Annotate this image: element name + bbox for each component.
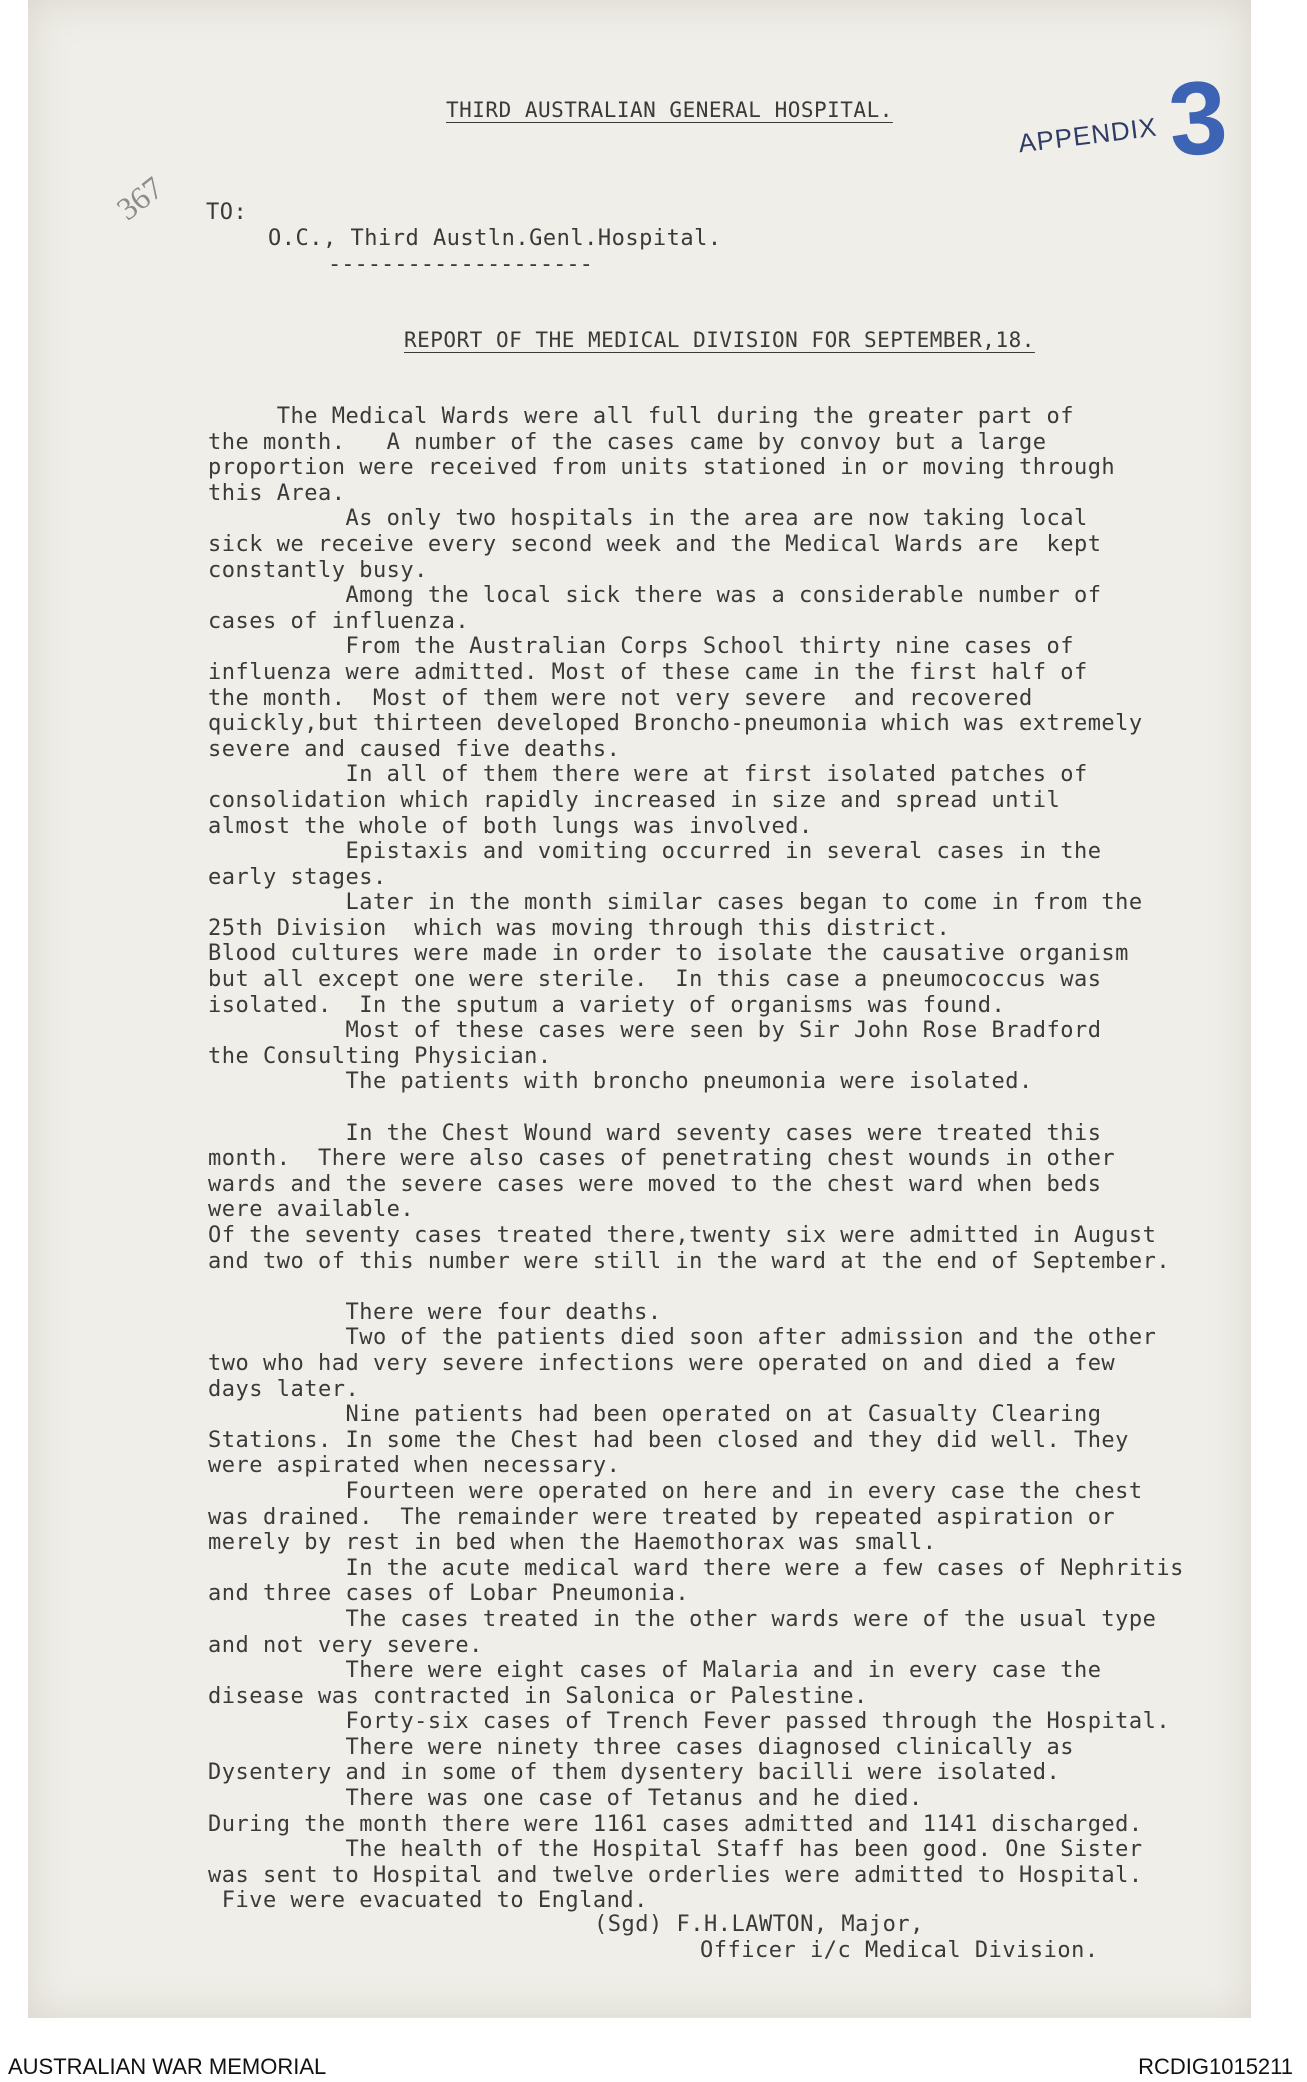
report-line: Blood cultures were made in order to isolate the causative organism — [208, 941, 1129, 967]
report-line — [208, 1274, 1268, 1300]
report-line: were available. — [208, 1197, 415, 1223]
report-line: almost the whole of both lungs was involved. — [208, 813, 813, 839]
report-line: As only two hospitals in the area are now taking local — [208, 506, 1088, 532]
signature-title: Officer i/c Medical Division. — [700, 1938, 1099, 1963]
report-line: Nine patients had been operated on at Casualty Clearing — [208, 1402, 1102, 1428]
report-line: days later. — [208, 1376, 360, 1402]
report-line: The health of the Hospital Staff has been good. One Sister — [208, 1837, 1143, 1863]
report-line: Fourteen were operated on here and in every case the chest — [208, 1478, 1143, 1504]
report-line: During the month there were 1161 cases admitted and 1141 discharged. — [208, 1811, 1143, 1837]
footer-institution: AUSTRALIAN WAR MEMORIAL — [8, 2054, 327, 2079]
address-divider: -------------------- — [328, 252, 593, 277]
report-line: 25th Division which was moving through this district. — [208, 915, 951, 941]
report-line — [208, 1095, 1268, 1121]
report-line: In the acute medical ward there were a few cases of Nephritis — [208, 1555, 1184, 1581]
appendix-label: APPENDIX — [1016, 111, 1159, 159]
report-line: severe and caused five deaths. — [208, 736, 621, 762]
report-line: was drained. The remainder were treated by repeated aspiration or — [208, 1504, 1116, 1530]
report-line: Epistaxis and vomiting occurred in several cases in the — [208, 839, 1102, 865]
address-recipient: O.C., Third Austln.Genl.Hospital. — [268, 226, 722, 251]
report-line: Of the seventy cases treated there,twenty six were admitted in August — [208, 1223, 1157, 1248]
report-line: proportion were received from units stationed in or moving through — [208, 455, 1116, 481]
report-line: There were four deaths. — [208, 1299, 662, 1325]
report-line: Among the local sick there was a considerable number of — [208, 583, 1102, 609]
report-line: the month. A number of the cases came by convoy but a large — [208, 429, 1047, 455]
report-line: Two of the patients died soon after admission and the other — [208, 1325, 1157, 1351]
report-line: quickly,but thirteen developed Broncho-pneumonia which was extremely — [208, 711, 1143, 737]
report-line: and three cases of Lobar Pneumonia. — [208, 1581, 690, 1607]
report-line: Stations. In some the Chest had been closed and they did well. They — [208, 1427, 1129, 1453]
report-line: two who had very severe infections were operated on and died a few — [208, 1350, 1116, 1376]
report-line: There was one case of Tetanus and he died. — [208, 1786, 923, 1812]
document-title: THIRD AUSTRALIAN GENERAL HOSPITAL. — [446, 98, 893, 122]
report-line: and not very severe. — [208, 1632, 483, 1658]
report-line: constantly busy. — [208, 557, 428, 583]
report-line: There were eight cases of Malaria and in every case the — [208, 1658, 1102, 1684]
handwritten-page-number: 367 — [109, 169, 170, 228]
report-line: were aspirated when necessary. — [208, 1453, 621, 1479]
report-line: Forty-six cases of Trench Fever passed through the Hospital. — [208, 1709, 1171, 1735]
report-subject: REPORT OF THE MEDICAL DIVISION FOR SEPTEMBER,18. — [404, 328, 1035, 352]
report-body — [208, 404, 1268, 1914]
document-page — [28, 0, 1251, 2018]
report-line: sick we receive every second week and the Medical Wards are kept — [208, 531, 1102, 557]
report-line: Dysentery and in some of them dysentery bacilli were isolated. — [208, 1760, 1061, 1786]
report-line: In the Chest Wound ward seventy cases were treated this — [208, 1120, 1102, 1146]
report-line: the Consulting Physician. — [208, 1043, 552, 1069]
report-line: cases of influenza. — [208, 608, 470, 634]
report-line: The patients with broncho pneumonia were isolated. — [208, 1069, 1033, 1095]
footer-record-id: RCDIG1015211 — [1138, 2054, 1293, 2079]
address-to-label: TO: — [206, 200, 248, 225]
report-line: Five were evacuated to England. — [208, 1888, 648, 1914]
report-line: consolidation which rapidly increased in size and spread until — [208, 787, 1061, 813]
signature-name: (Sgd) F.H.LAWTON, Major, — [594, 1912, 924, 1937]
report-line: early stages. — [208, 864, 387, 890]
appendix-number: 3 — [1164, 59, 1231, 179]
report-line: the month. Most of them were not very severe and recovered — [208, 685, 1033, 711]
report-line: The Medical Wards were all full during the greater part of — [208, 404, 1074, 429]
report-line: Most of these cases were seen by Sir John Rose Bradford — [208, 1018, 1102, 1044]
report-line: Later in the month similar cases began to come in from the — [208, 890, 1143, 916]
report-line: and two of this number were still in the ward at the end of September. — [208, 1248, 1171, 1274]
report-line: month. There were also cases of penetrating chest wounds in other — [208, 1146, 1116, 1172]
report-line: disease was contracted in Salonica or Palestine. — [208, 1683, 868, 1709]
report-line: but all except one were sterile. In this case a pneumococcus was — [208, 967, 1102, 993]
report-line: wards and the severe cases were moved to the chest ward when beds — [208, 1171, 1102, 1197]
report-line: In all of them there were at first isolated patches of — [208, 762, 1088, 788]
report-line: The cases treated in the other wards were of the usual type — [208, 1606, 1157, 1632]
report-line: was sent to Hospital and twelve orderlies were admitted to Hospital. — [208, 1862, 1143, 1888]
report-line: isolated. In the sputum a variety of organisms was found. — [208, 992, 1006, 1018]
report-line: influenza were admitted. Most of these came in the first half of — [208, 659, 1088, 685]
report-line: There were ninety three cases diagnosed clinically as — [208, 1734, 1074, 1760]
report-line: merely by rest in bed when the Haemothorax was small. — [208, 1530, 937, 1556]
report-line: this Area. — [208, 480, 346, 506]
report-line: From the Australian Corps School thirty nine cases of — [208, 634, 1074, 660]
